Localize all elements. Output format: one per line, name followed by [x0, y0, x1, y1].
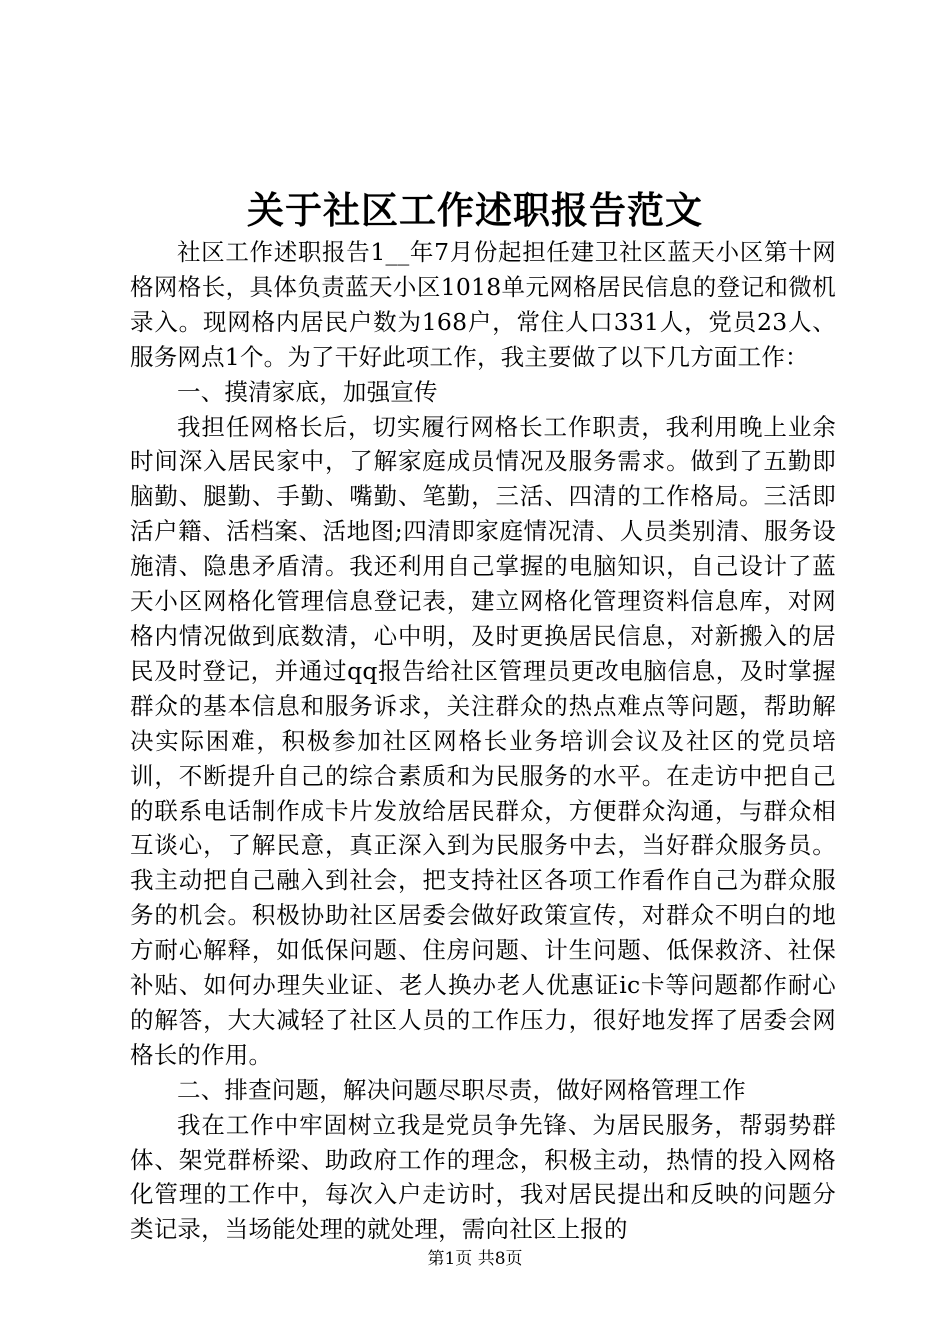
document-title: 关于社区工作述职报告范文: [247, 188, 703, 232]
section-heading-2: 二、排查问题，解决问题尽职尽责，做好网格管理工作: [177, 1075, 746, 1104]
paragraph-intro: 社区工作述职报告1__年7月份起担任建卫社区蓝天小区第十网格网格长，具体负责蓝天小区1018单元网格居民信息的登记和微机录入。现网格内居民户数为168户，常住人口331人，党员23人、服务网点1个。为了干好此项工作，我主要做了以下几方面工作：: [130, 238, 836, 371]
section-heading-1: 一、摸清家底，加强宣传: [177, 377, 438, 406]
page-footer: 第1页 共8页: [427, 1249, 523, 1269]
paragraph-section-1: 我担任网格长后，切实履行网格长工作职责，我利用晚上业余时间深入居民家中，了解家庭成员情况及服务需求。做到了五勤即脑勤、腿勤、手勤、嘴勤、笔勤，三活、四清的工作格局。三活即活户籍、活档案、活地图;四清即家庭情况清、人员类别清、服务设施清、隐患矛盾清。我还利用自己掌握的电脑知识，自己设计了蓝天小区网格化管理信息登记表，建立网格化管理资料信息库，对网格内情况做到底数清，心中明，及时更换居民信息，对新搬入的居民及时登记，并通过qq报告给社区管理员更改电脑信息，及时掌握群众的基本信息和服务诉求，关注群众的热点难点等问题，帮助解决实际困难，积极参加社区网格长业务培训会议及社区的党员培训，不断提升自己的综合素质和为民服务的水平。在走访中把自己的联系电话制作成卡片发放给居民群众，方便群众沟通，与群众相互谈心，了解民意，真正深入到为民服务中去，当好群众服务员。我主动把自己融入到社会，把支持社区各项工作看作自己为群众服务的机会。积极协助社区居委会做好政策宣传，对群众不明白的地方耐心解释，如低保问题、住房问题、计生问题、低保救济、社保补贴、如何办理失业证、老人换办老人优惠证ic卡等问题都作耐心的解答，大大减轻了社区人员的工作压力，很好地发挥了居委会网格长的作用。: [130, 412, 836, 1069]
document-body: [130, 235, 836, 1247]
paragraph-section-2: 我在工作中牢固树立我是党员争先锋、为居民服务，帮弱势群体、架党群桥梁、助政府工作的理念，积极主动，热情的投入网格化管理的工作中，每次入户走访时，我对居民提出和反映的问题分类记录，当场能处理的就处理，需向社区上报的: [130, 1110, 836, 1244]
